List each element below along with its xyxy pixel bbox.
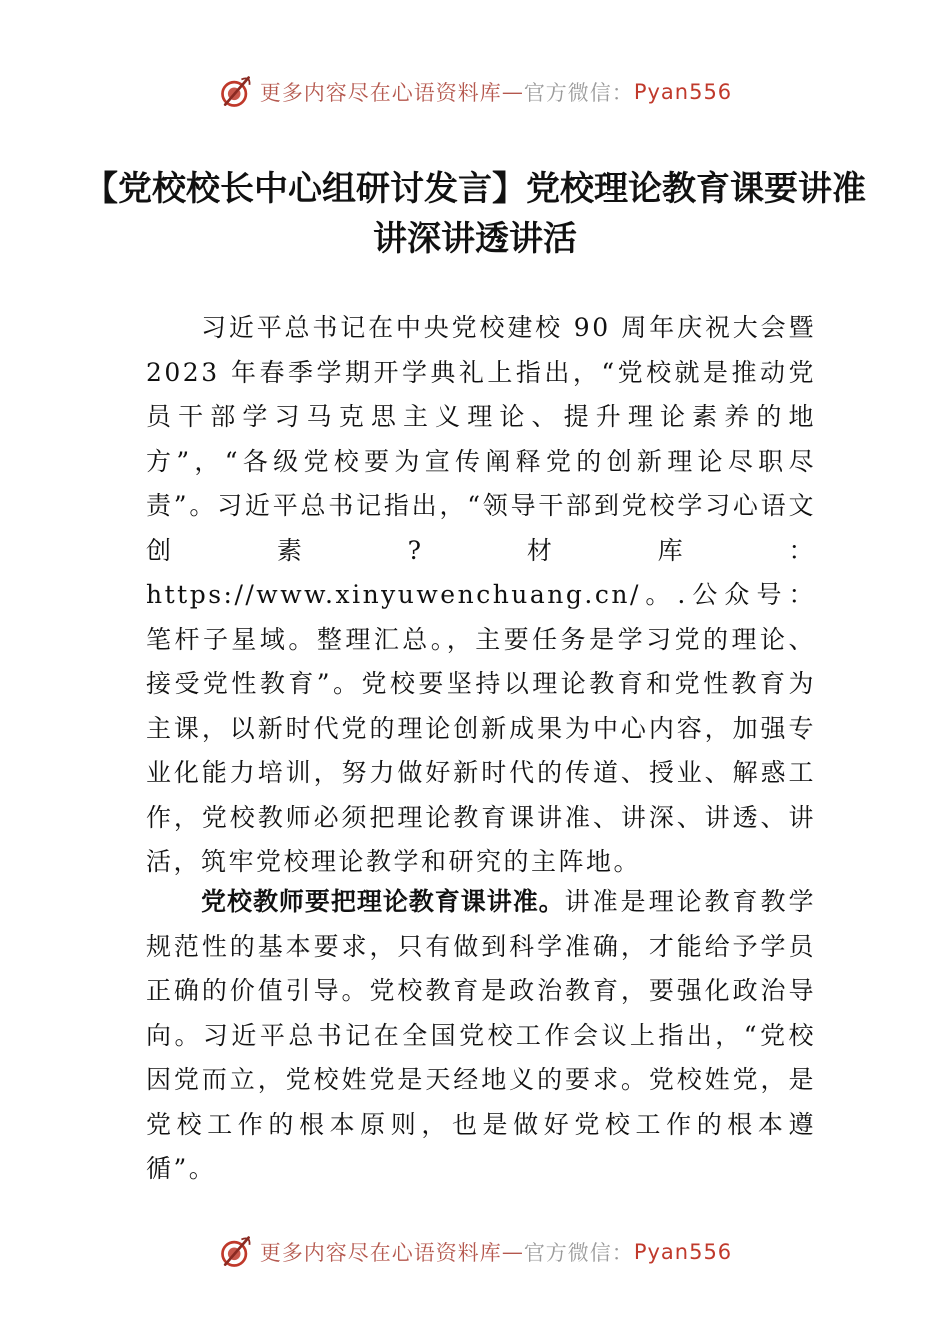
banner-brand-text: 更多内容尽在心语资料库 (259, 81, 502, 105)
banner-official-label: 官方微信： (523, 81, 634, 105)
body-paragraph-2 (146, 880, 816, 1192)
banner-brand-text: 更多内容尽在心语资料库 (259, 1241, 502, 1265)
banner-wechat-id: Pyan556 (633, 80, 733, 104)
paragraph-2-text: 讲准是理论教育教学规范性的基本要求，只有做到科学准确，才能给予学员正确的价值引导。党校教育是政治教育，要强化政治导向。习近平总书记在全国党校工作会议上指出，“党校因党而立，党校姓党是天经地义的要求。党校姓党，是党校工作的根本原则，也是做好党校工作的根本遵循”。 (146, 887, 816, 1183)
document-title: 【党校校长中心组研讨发言】党校理论教育课要讲准讲深讲透讲活 (84, 169, 866, 259)
quill-ink-logo-icon (218, 74, 254, 110)
footer-banner (0, 1234, 950, 1270)
quill-ink-logo-icon (218, 1234, 254, 1270)
banner-dash: — (501, 1240, 524, 1264)
banner-wechat-id: Pyan556 (633, 1240, 733, 1264)
banner-official-label: 官方微信： (523, 1241, 634, 1265)
banner-dash: — (501, 80, 524, 104)
paragraph-2-lead-sentence: 党校教师要把理论教育课讲准。 (201, 887, 565, 916)
body-paragraph-1: 习近平总书记在中央党校建校 90 周年庆祝大会暨 2023 年春季学期开学典礼上指出，“党校就是推动党员干部学习马克思主义理论、提升理论素养的地方”，“各级党校要为宣传阐释党的创新理论尽职尽责”。习近平总书记指出，“领导干部到党校学习心语文创素?材库：https://www.xinyuwenchuang.cn/。.公众号：笔杆子星域。整理汇总。，主要任务是学习党的理论、接受党性教育”。党校要坚持以理论教育和党性教育为主课，以新时代党的理论创新成果为中心内容，加强专业化能力培训，努力做好新时代的传道、授业、解惑工作，党校教师必须把理论教育课讲准、讲深、讲透、讲活，筑牢党校理论教学和研究的主阵地。 (146, 313, 816, 876)
header-banner (0, 74, 950, 110)
